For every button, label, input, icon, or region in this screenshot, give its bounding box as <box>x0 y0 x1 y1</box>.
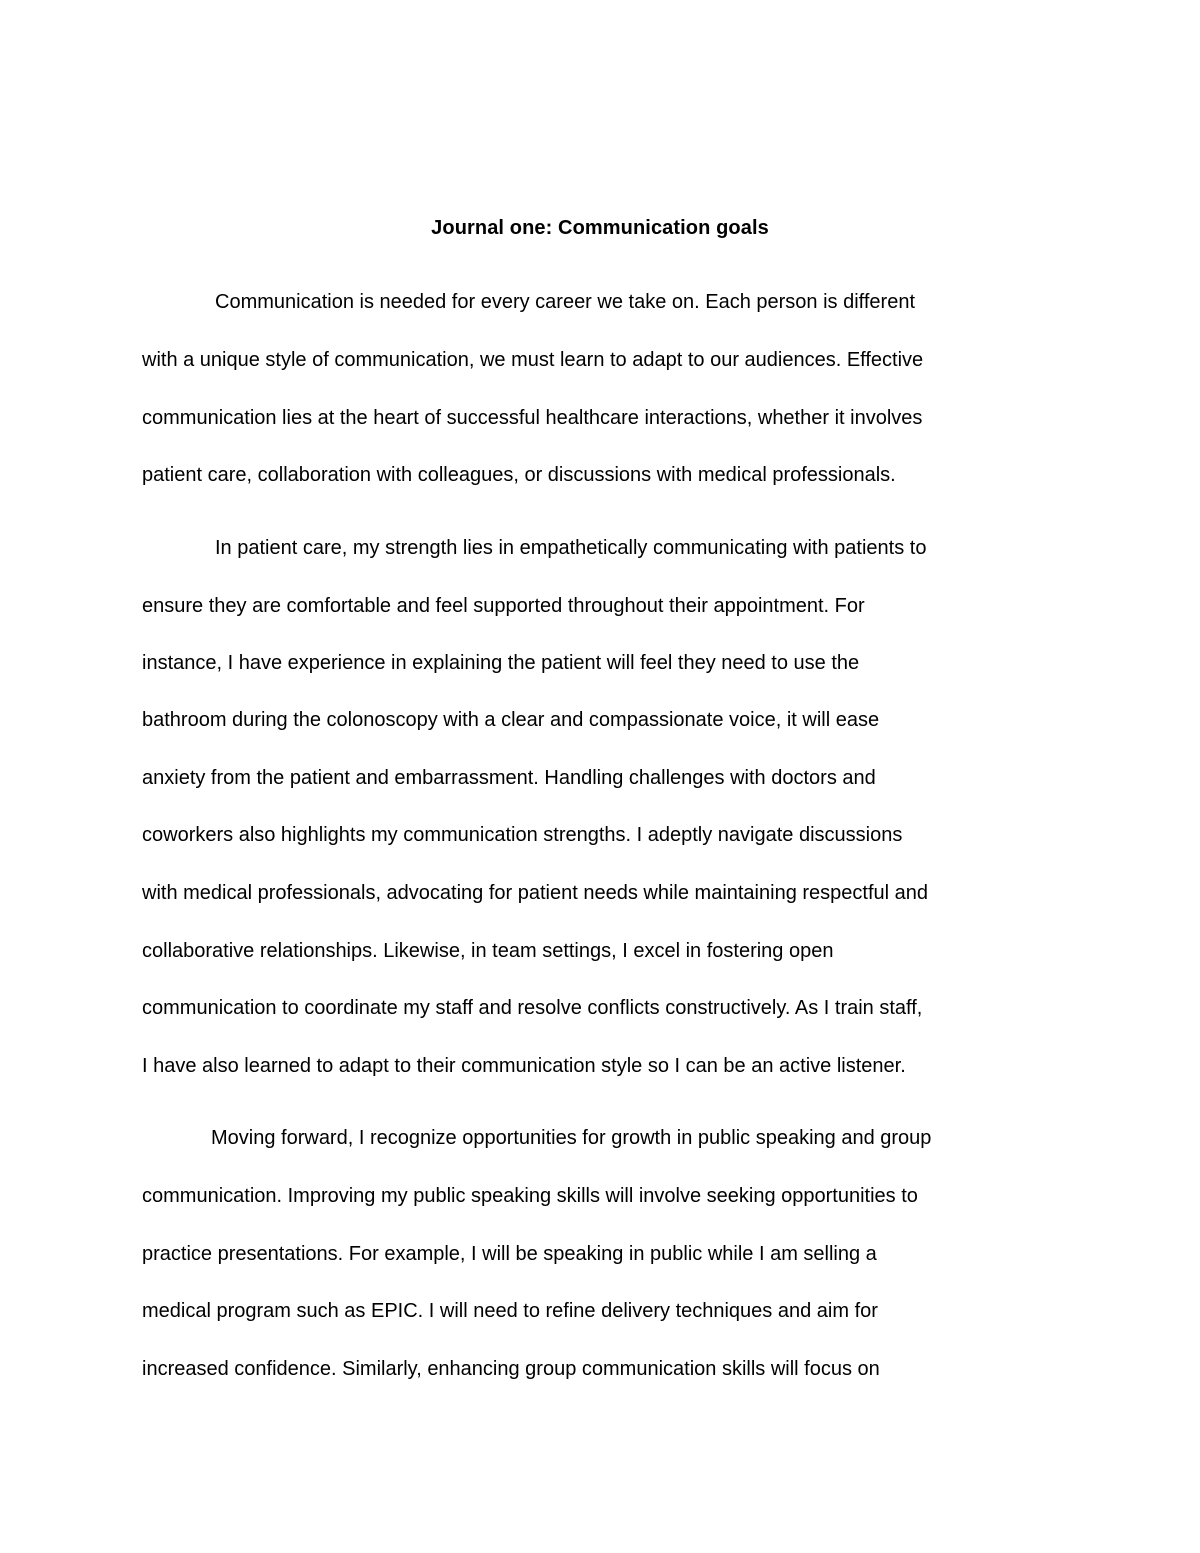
paragraph-2-line-4: bathroom during the colonoscopy with a clear and compassionate voice, it will ease <box>142 709 880 731</box>
paragraph-2-line-5: anxiety from the patient and embarrassment. Handling challenges with doctors and <box>142 767 876 789</box>
paragraph-3-line-5: increased confidence. Similarly, enhancing group communication skills will focus on <box>142 1358 880 1380</box>
paragraph-3-line-1: Moving forward, I recognize opportunities for growth in public speaking and group <box>211 1127 932 1149</box>
paragraph-2-line-1: In patient care, my strength lies in empathetically communicating with patients to <box>215 537 927 559</box>
paragraph-1-line-2: with a unique style of communication, we must learn to adapt to our audiences. Effective <box>142 349 924 371</box>
paragraph-2-line-3: instance, I have experience in explaining the patient will feel they need to use the <box>142 652 860 674</box>
paragraph-2-line-2: ensure they are comfortable and feel supported throughout their appointment. For <box>142 595 865 617</box>
paragraph-1-line-3: communication lies at the heart of successful healthcare interactions, whether it involves <box>142 407 923 429</box>
paragraph-2-line-9: communication to coordinate my staff and resolve conflicts constructively. As I train staff, <box>142 997 923 1019</box>
page-title: Journal one: Communication goals <box>431 217 769 239</box>
paragraph-1-line-1: Communication is needed for every career we take on. Each person is different <box>215 291 915 313</box>
paragraph-3-line-4: medical program such as EPIC. I will need to refine delivery techniques and aim for <box>142 1300 878 1322</box>
paragraph-1-line-4: patient care, collaboration with colleagues, or discussions with medical professionals. <box>142 464 896 486</box>
paragraph-2-line-6: coworkers also highlights my communication strengths. I adeptly navigate discussions <box>142 824 903 846</box>
paragraph-3-line-3: practice presentations. For example, I will be speaking in public while I am selling a <box>142 1243 877 1265</box>
paragraph-2-line-8: collaborative relationships. Likewise, in team settings, I excel in fostering open <box>142 940 834 962</box>
paragraph-2-line-10: I have also learned to adapt to their communication style so I can be an active listener. <box>142 1055 906 1077</box>
paragraph-3-line-2: communication. Improving my public speaking skills will involve seeking opportunities to <box>142 1185 918 1207</box>
paragraph-2-line-7: with medical professionals, advocating for patient needs while maintaining respectful and <box>142 882 929 904</box>
